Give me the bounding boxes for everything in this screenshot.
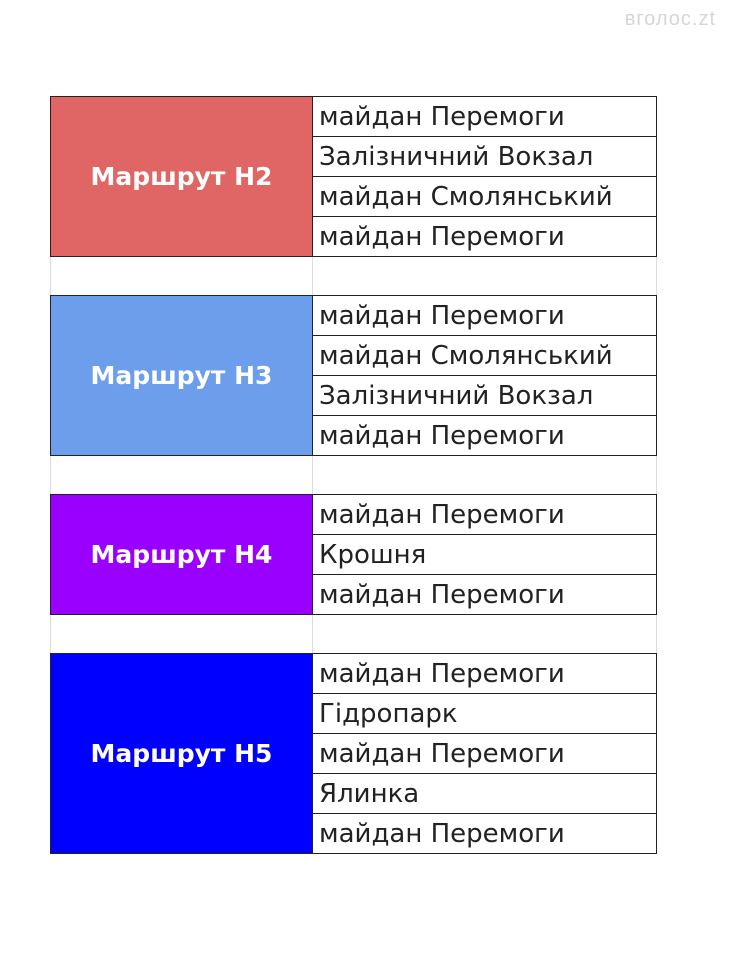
routes-table — [50, 96, 657, 854]
spacer-row — [51, 615, 657, 654]
route-name-cell: Маршрут Н4 — [51, 495, 313, 615]
route-stop-cell: майдан Перемоги — [313, 734, 657, 774]
table-row — [51, 495, 657, 535]
route-stop-cell: майдан Перемоги — [313, 296, 657, 336]
route-name-cell: Маршрут Н2 — [51, 97, 313, 257]
site-watermark: вголос.zt — [624, 8, 716, 30]
route-stop-cell: майдан Перемоги — [313, 97, 657, 137]
spacer-row — [51, 257, 657, 296]
table-row — [51, 654, 657, 694]
table-row — [51, 97, 657, 137]
route-stop-cell: майдан Перемоги — [313, 495, 657, 535]
route-stop-cell: майдан Перемоги — [313, 654, 657, 694]
route-stop-cell: Гідропарк — [313, 694, 657, 734]
route-stop-cell: майдан Смолянський — [313, 336, 657, 376]
route-stop-cell: Залізничний Вокзал — [313, 137, 657, 177]
route-stop-cell: Ялинка — [313, 774, 657, 814]
route-stop-cell: Крошня — [313, 535, 657, 575]
route-stop-cell: майдан Перемоги — [313, 217, 657, 257]
route-stop-cell: майдан Перемоги — [313, 416, 657, 456]
route-stop-cell: Залізничний Вокзал — [313, 376, 657, 416]
route-name-cell: Маршрут Н3 — [51, 296, 313, 456]
route-stop-cell: майдан Перемоги — [313, 575, 657, 615]
spacer-row — [51, 456, 657, 495]
route-stop-cell: майдан Смолянський — [313, 177, 657, 217]
route-stop-cell: майдан Перемоги — [313, 814, 657, 854]
table-row — [51, 296, 657, 336]
route-name-cell: Маршрут Н5 — [51, 654, 313, 854]
